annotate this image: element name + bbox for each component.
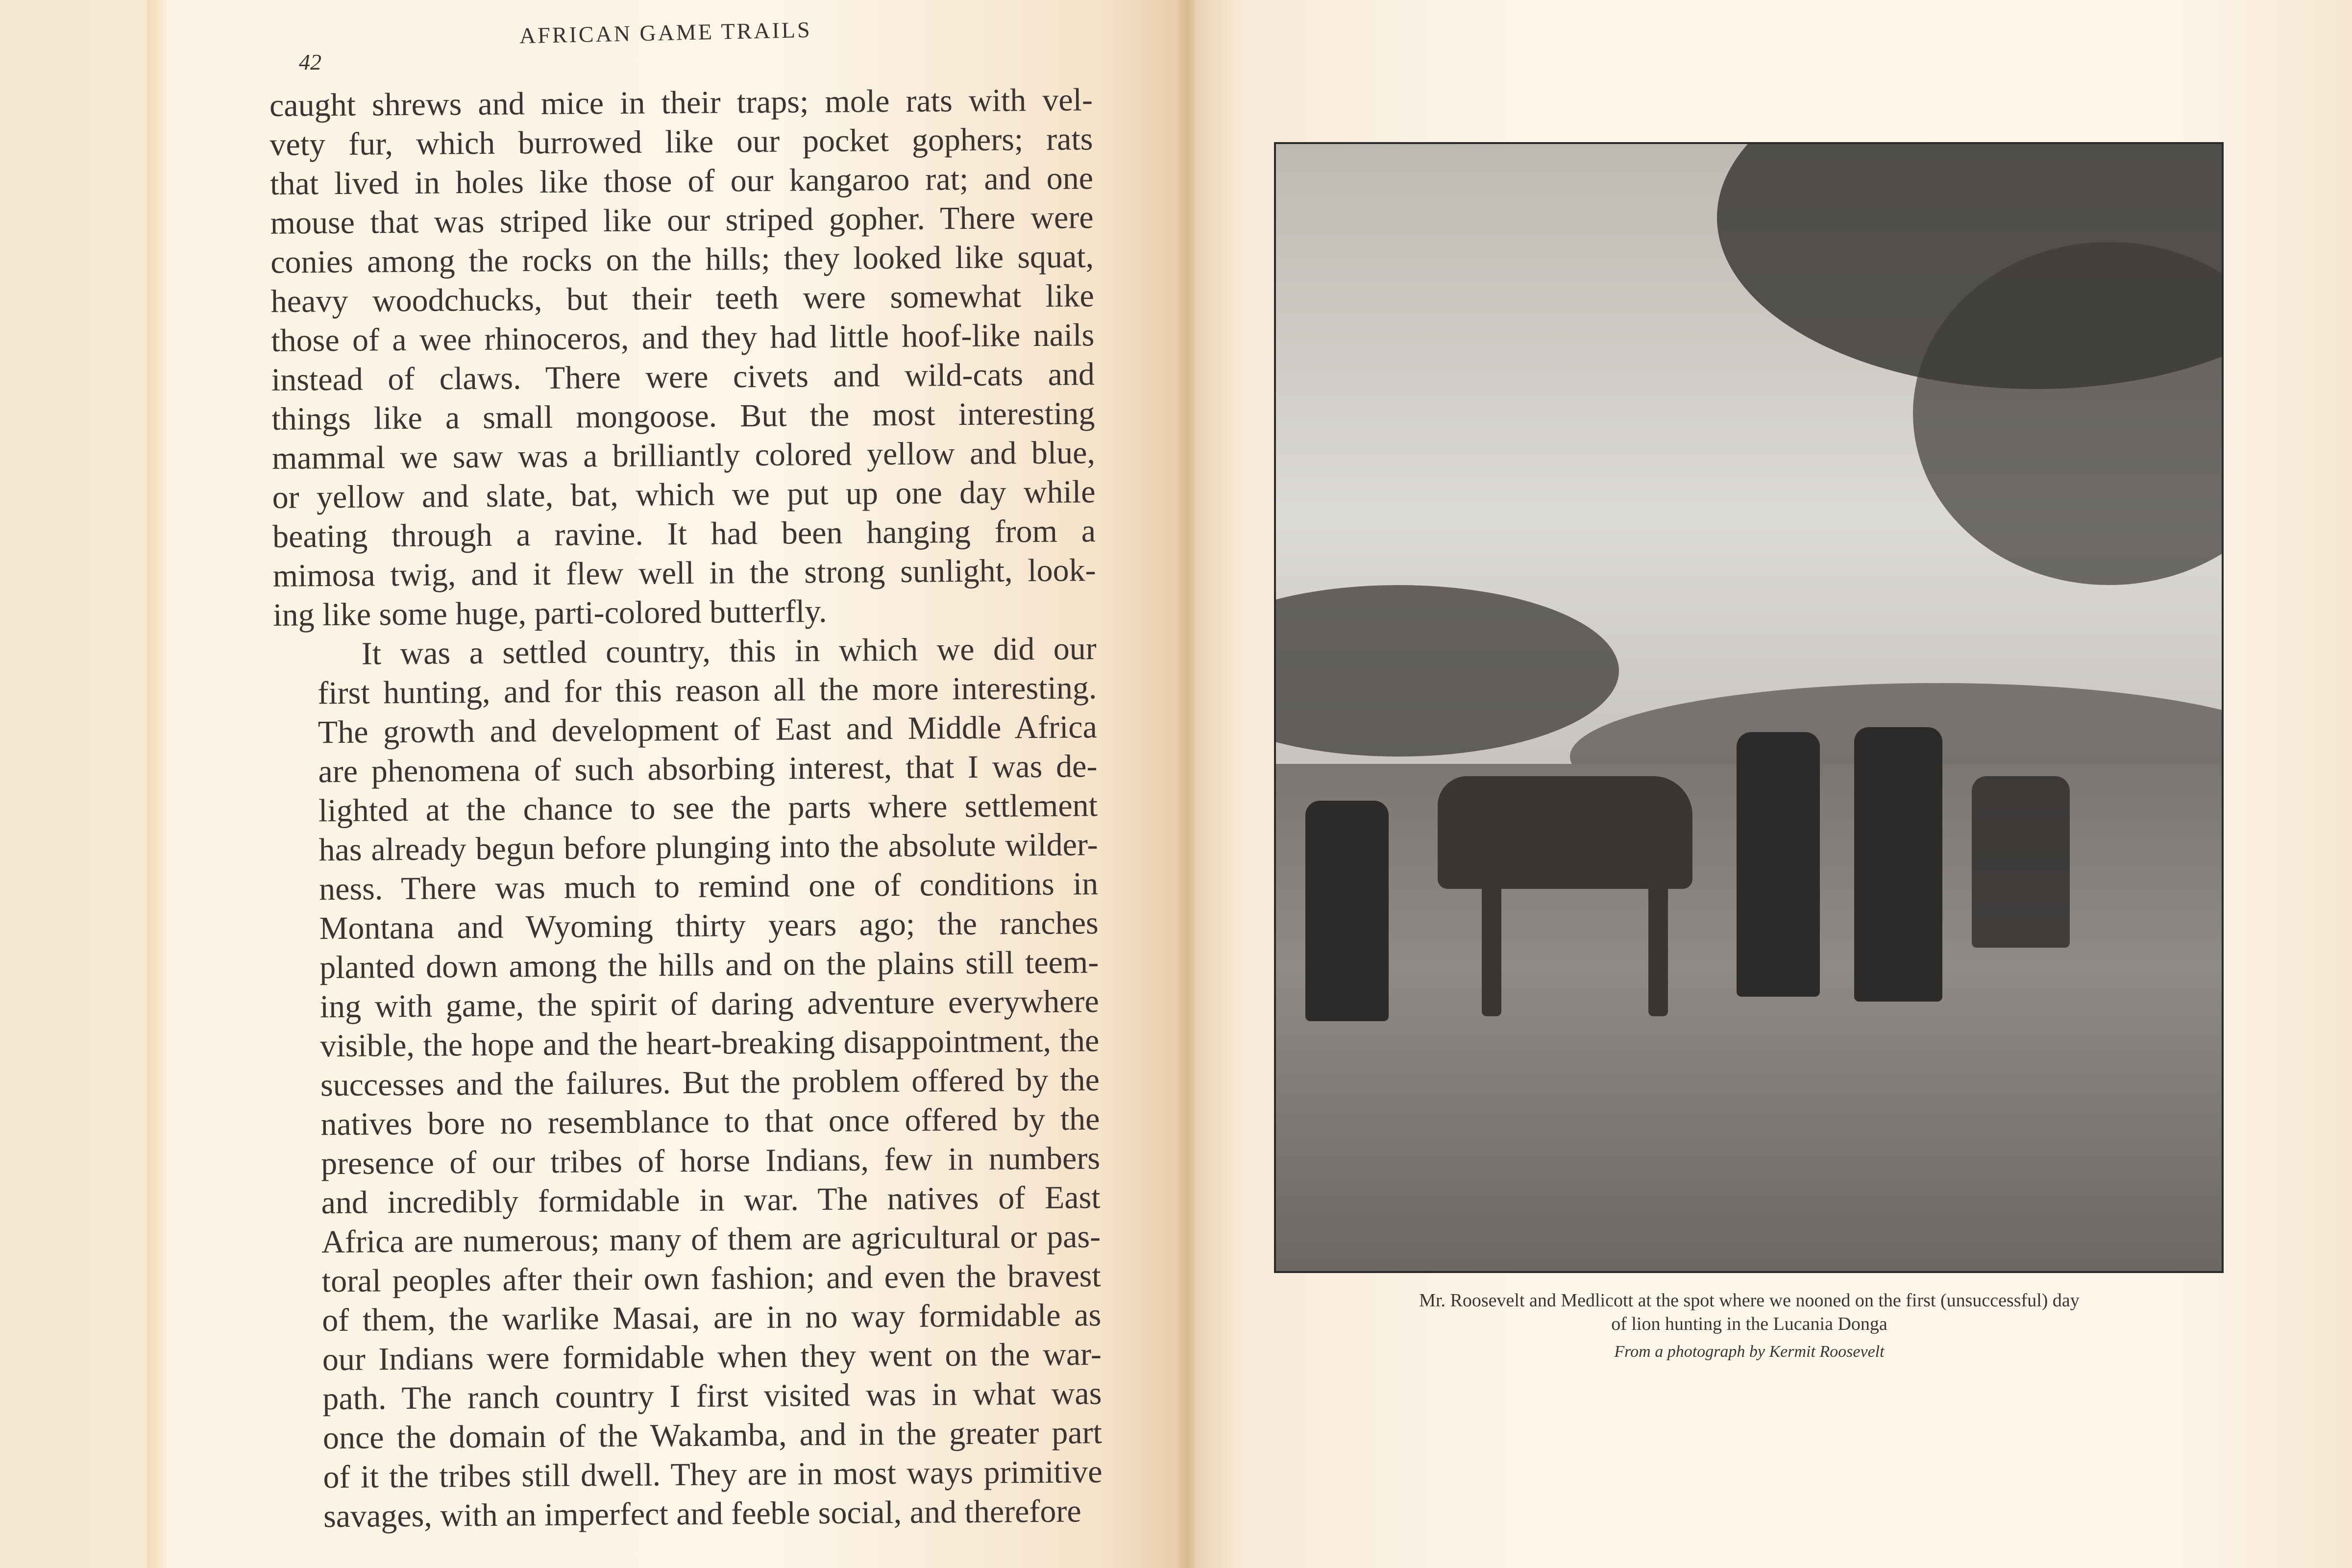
text-line: instead of claws. There were civets and wild-cats and <box>271 356 1095 398</box>
text-line: mimosa twig, and it flew well in the strong sunlight, look- <box>272 552 1096 594</box>
text-line: The growth and development of East and Middle Africa <box>318 709 1098 751</box>
text-line: our Indians were formidable when they went on the war- <box>322 1336 1102 1378</box>
person-pith-helmet <box>1854 727 1942 1002</box>
text-line: caught shrews and mice in their traps; mole rats with vel- <box>269 82 1093 123</box>
text-line: natives bore no resemblance to that once offered by the <box>320 1101 1100 1143</box>
person <box>1305 801 1389 1021</box>
text-line: presence of our tribes of horse Indians, few in numbers <box>320 1140 1101 1182</box>
photo-credit: From a photograph by Kermit Roosevelt <box>1614 1343 1885 1361</box>
text-line: or yellow and slate, bat, which we put up one day while <box>272 474 1096 515</box>
text-line: once the domain of the Wakamba, and in the greater part <box>322 1415 1102 1456</box>
text-line: ness. There was much to remind one of conditions in <box>318 866 1099 907</box>
page-number: 42 <box>299 49 321 74</box>
text-line: things like a small mongoose. But the most interesting <box>271 395 1095 437</box>
text-line: of them, the warlike Masai, are in no way formidable as <box>322 1297 1102 1339</box>
text-line: Montana and Wyoming thirty years ago; the ranches <box>319 905 1099 947</box>
text-line: ing with game, the spirit of daring adventure everywhere <box>319 983 1100 1025</box>
text-line: first hunting, and for this reason all the more interesting. <box>318 670 1097 711</box>
text-line: heavy woodchucks, but their teeth were somewhat like <box>270 278 1094 319</box>
text-line: mouse that was striped like our striped gopher. There were <box>270 199 1094 241</box>
text-line: It was a settled country, this in which we did our <box>361 631 1097 672</box>
text-line: mammal we saw was a brilliantly colored yellow and blue, <box>271 435 1096 476</box>
caption-line: Mr. Roosevelt and Medlicott at the spot where we nooned on the first (unsuccessful) day <box>1419 1290 2080 1311</box>
text-line: of it the tribes still dwell. They are in most ways primitive <box>323 1454 1102 1495</box>
text-line: toral peoples after their own fashion; and even the bravest <box>321 1258 1101 1299</box>
text-line: path. The ranch country I first visited was in what was <box>322 1375 1102 1417</box>
horse-legs <box>1648 869 1668 1016</box>
photograph-plate <box>1274 142 2224 1273</box>
text-line: Africa are numerous; many of them are agricultural or pas- <box>321 1219 1101 1260</box>
text-line: planted down among the hills and on the plains still teem- <box>319 944 1099 986</box>
text-line: has already begun before plunging into the absolute wilder- <box>318 827 1098 868</box>
text-line: lighted at the chance to see the parts where settlement <box>318 787 1098 829</box>
paragraph <box>273 629 1103 1537</box>
text-line: visible, the hope and the heart-breaking disappointment, the <box>320 1023 1100 1064</box>
text-line: vety fur, which burrowed like our pocket gophers; rats <box>270 121 1093 163</box>
text-line: those of a wee rhinoceros, and they had little hoof-like nails <box>271 317 1095 359</box>
book-gutter <box>1178 0 1198 1568</box>
caption-line: of lion hunting in the Lucania Donga <box>1611 1314 1887 1334</box>
text-line: savages, with an imperfect and feeble social, and therefore <box>323 1493 1081 1535</box>
page-stack-edge <box>147 0 167 1568</box>
paragraph <box>270 80 1097 635</box>
text-line: and incredibly formidable in war. The natives of East <box>321 1179 1101 1221</box>
horse-legs <box>1482 869 1501 1016</box>
text-line: that lived in holes like those of our kangaroo rat; and one <box>270 160 1094 202</box>
text-line: conies among the rocks on the hills; they looked like squat, <box>270 239 1094 280</box>
text-line: are phenomena of such absorbing interest, that I was de- <box>318 748 1098 790</box>
person-pith-helmet <box>1737 732 1820 997</box>
text-line: ing like some huge, parti-colored butterfly. <box>272 593 827 633</box>
text-line: successes and the failures. But the problem offered by the <box>320 1062 1100 1103</box>
running-head: AFRICAN GAME TRAILS <box>519 17 812 49</box>
body-text <box>270 80 1103 1537</box>
person <box>1972 776 2070 948</box>
plate-caption <box>1303 1289 2195 1336</box>
text-line: beating through a ravine. It had been hanging from a <box>272 513 1096 555</box>
